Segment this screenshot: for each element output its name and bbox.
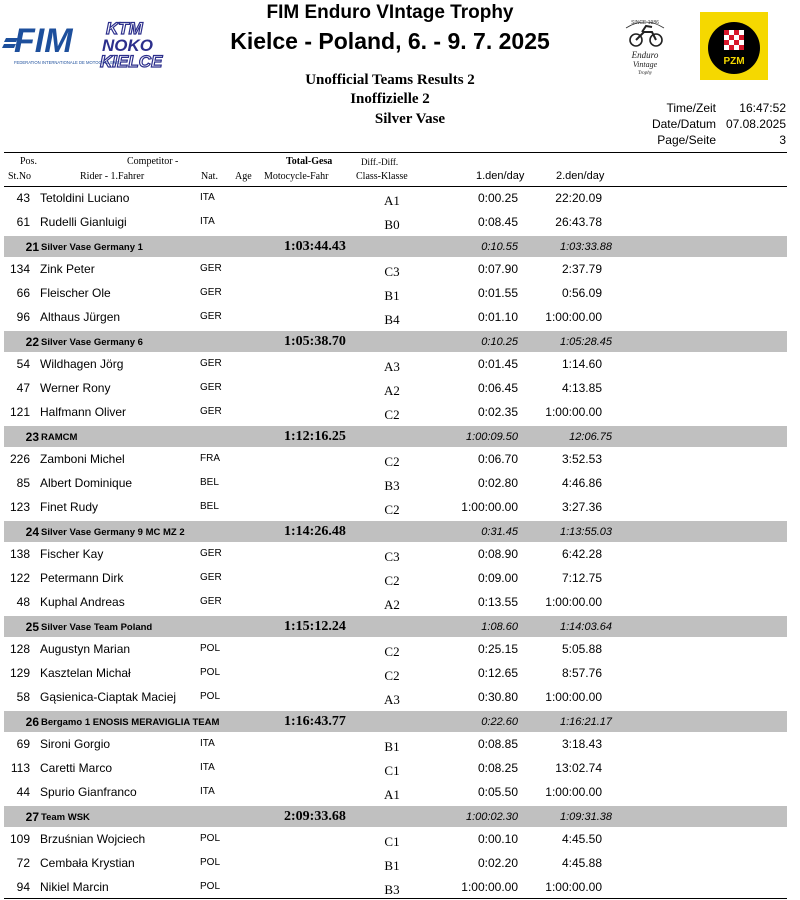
svg-text:NOKO: NOKO — [102, 36, 153, 55]
rider-day1: 0:08.85 — [477, 737, 518, 751]
page-label: Page/Seite — [657, 133, 716, 147]
col-class: Class-Klasse — [356, 171, 408, 182]
rider-row — [0, 496, 800, 520]
rider-class: B3 — [384, 478, 400, 493]
rider-row — [0, 591, 800, 615]
rider-day2: 4:45.50 — [561, 832, 602, 846]
rider-day1: 0:05.50 — [477, 785, 518, 799]
rider-name: Kasztelan Michał — [40, 666, 131, 680]
team-day1: 1:00:02.30 — [466, 811, 518, 823]
rider-name: Caretti Marco — [40, 761, 113, 775]
rider-day1: 0:06.45 — [477, 381, 518, 395]
svg-text:Enduro: Enduro — [631, 50, 659, 60]
rider-row — [0, 852, 800, 876]
rider-day2: 3:18.43 — [561, 737, 602, 751]
rider-day2: 22:20.09 — [555, 191, 602, 205]
rider-row — [0, 567, 800, 591]
col-nat: Nat. — [201, 171, 218, 182]
rider-nation: GER — [200, 382, 222, 393]
rider-start-number: 69 — [16, 737, 30, 751]
rider-class: A1 — [384, 193, 400, 208]
event-place: Kielce - Poland, 6. - 9. 7. 2025 — [230, 28, 550, 54]
rider-start-number: 66 — [16, 286, 30, 300]
col-competitor: Competitor - — [127, 156, 179, 167]
rider-day2: 1:00:00.00 — [545, 785, 602, 799]
rider-day2: 4:46.86 — [561, 476, 602, 490]
svg-text:Trophy: Trophy — [638, 71, 652, 76]
team-day2: 1:09:31.38 — [560, 811, 612, 823]
rider-nation: ITA — [200, 786, 215, 797]
rider-day1: 0:01.55 — [477, 286, 518, 300]
rider-day2: 5:05.88 — [561, 642, 602, 656]
rider-day1: 0:30.80 — [477, 690, 518, 704]
rider-start-number: 43 — [16, 191, 30, 205]
rider-nation: GER — [200, 406, 222, 417]
time-value: 16:47:52 — [739, 101, 786, 115]
rider-class: B1 — [384, 288, 400, 303]
rider-class: C3 — [384, 264, 400, 279]
rider-nation: ITA — [200, 762, 215, 773]
rider-name: Albert Dominique — [40, 476, 133, 490]
rider-start-number: 72 — [16, 856, 30, 870]
rider-start-number: 128 — [9, 642, 30, 656]
rider-row — [0, 543, 800, 567]
col-pos: Pos. — [20, 156, 37, 167]
rider-class: A3 — [384, 692, 400, 707]
rider-day2: 2:37.79 — [561, 262, 602, 276]
rider-start-number: 44 — [16, 785, 30, 799]
rider-row — [0, 638, 800, 662]
team-total: 1:03:44.43 — [284, 239, 346, 254]
rider-day1: 0:00.25 — [477, 191, 518, 205]
rider-start-number: 48 — [16, 595, 30, 609]
pzm-logo-text: PZM — [723, 56, 745, 67]
team-day2: 1:13:55.03 — [560, 526, 612, 538]
rider-day2: 13:02.74 — [555, 761, 602, 775]
rider-day1: 1:00:00.00 — [461, 500, 518, 514]
team-day2: 1:14:03.64 — [560, 621, 612, 633]
rider-day1: 0:02.80 — [477, 476, 518, 490]
rider-row — [0, 733, 800, 757]
date-value: 07.08.2025 — [725, 117, 786, 131]
team-total: 1:05:38.70 — [284, 334, 346, 349]
rider-row — [0, 187, 800, 211]
rider-class: B1 — [384, 858, 400, 873]
team-name: Silver Vase Team Poland — [41, 622, 153, 633]
rider-day2: 1:00:00.00 — [545, 405, 602, 419]
rider-start-number: 226 — [9, 452, 30, 466]
fim-logo-subtext: FEDERATION INTERNATIONALE DE MOTOCYCLISME — [14, 60, 120, 65]
rider-name: Halfmann Oliver — [40, 405, 127, 419]
rider-day1: 0:12.65 — [477, 666, 518, 680]
rider-name: Spurio Gianfranco — [40, 785, 137, 799]
rider-name: Fleischer Ole — [40, 286, 111, 300]
rider-day1: 0:01.45 — [477, 357, 518, 371]
team-position: 22 — [25, 335, 39, 349]
date-label: Date/Datum — [651, 117, 716, 131]
rider-row — [0, 781, 800, 805]
rider-nation: BEL — [200, 501, 219, 512]
rider-name: Nikiel Marcin — [40, 880, 109, 894]
team-day2: 12:06.75 — [569, 431, 612, 443]
rider-day1: 1:00:00.00 — [461, 880, 518, 894]
rider-row — [0, 211, 800, 235]
page-value: 3 — [779, 133, 786, 147]
team-name: Team WSK — [41, 812, 90, 823]
rider-nation: ITA — [200, 192, 215, 203]
team-total: 2:09:33.68 — [284, 809, 346, 824]
rider-class: A3 — [384, 359, 400, 374]
event-title: FIM Enduro VIntage Trophy — [266, 2, 514, 23]
team-day1: 0:10.55 — [481, 241, 518, 253]
team-position: 24 — [25, 525, 39, 539]
rider-name: Petermann Dirk — [40, 571, 124, 585]
rider-class: C2 — [384, 502, 400, 517]
subtitle-unofficial: Unofficial Teams Results 2 — [305, 72, 475, 88]
team-total: 1:15:12.24 — [284, 619, 346, 634]
team-row — [4, 711, 787, 732]
rider-class: C2 — [384, 573, 400, 588]
table-bottom-rule — [4, 898, 787, 899]
rider-day1: 0:07.90 — [477, 262, 518, 276]
rider-day2: 6:42.28 — [561, 547, 602, 561]
rider-start-number: 85 — [16, 476, 30, 490]
rider-day1: 0:08.90 — [477, 547, 518, 561]
rider-name: Rudelli Gianluigi — [40, 215, 127, 229]
team-day2: 1:03:33.88 — [560, 241, 612, 253]
col-day2: 2.den/day — [556, 170, 605, 182]
rider-row — [0, 282, 800, 306]
rider-day2: 4:45.88 — [561, 856, 602, 870]
rider-start-number: 54 — [16, 357, 30, 371]
rider-row — [0, 662, 800, 686]
rider-name: Kuphal Andreas — [40, 595, 125, 609]
col-age: Age — [235, 171, 252, 182]
team-position: 25 — [25, 620, 39, 634]
rider-day1: 0:02.20 — [477, 856, 518, 870]
rider-day2: 0:56.09 — [561, 286, 602, 300]
rider-name: Sironi Gorgio — [40, 737, 111, 751]
time-label: Time/Zeit — [666, 101, 716, 115]
rider-row — [0, 876, 800, 900]
rider-name: Augustyn Marian — [40, 642, 131, 656]
team-day1: 0:31.45 — [481, 526, 518, 538]
team-total: 1:16:43.77 — [284, 714, 346, 729]
rider-name: Zink Peter — [40, 262, 95, 276]
rider-class: A2 — [384, 597, 400, 612]
team-day1: 0:22.60 — [481, 716, 518, 728]
rider-nation: GER — [200, 596, 222, 607]
rider-day2: 3:52.53 — [561, 452, 602, 466]
rider-day1: 0:08.45 — [477, 215, 518, 229]
team-total: 1:14:26.48 — [284, 524, 346, 539]
col-total: Total-Gesa — [286, 156, 333, 167]
rider-name: Finet Rudy — [40, 500, 99, 514]
rider-class: B4 — [384, 312, 400, 327]
rider-day2: 26:43.78 — [555, 215, 602, 229]
rider-name: Zamboni Michel — [40, 452, 125, 466]
svg-text:Vintage: Vintage — [632, 60, 658, 69]
rider-day2: 7:12.75 — [561, 571, 602, 585]
rider-day1: 0:08.25 — [477, 761, 518, 775]
subtitle-class: Silver Vase — [374, 111, 446, 127]
rider-name: Wildhagen Jörg — [40, 357, 124, 371]
column-header — [0, 152, 800, 188]
rider-class: A1 — [384, 787, 400, 802]
rider-nation: GER — [200, 311, 222, 322]
team-name: Bergamo 1 ENOSIS MERAVIGLIA TEAM — [41, 717, 220, 728]
rider-class: C2 — [384, 644, 400, 659]
rider-start-number: 96 — [16, 310, 30, 324]
rider-nation: POL — [200, 691, 221, 702]
rider-row — [0, 472, 800, 496]
rider-class: C1 — [384, 834, 400, 849]
rider-row — [0, 757, 800, 781]
team-name: Silver Vase Germany 9 MC MZ 2 — [41, 527, 185, 538]
team-total: 1:12:16.25 — [284, 429, 346, 444]
rider-class: C2 — [384, 407, 400, 422]
rider-nation: GER — [200, 572, 222, 583]
rider-day1: 0:09.00 — [477, 571, 518, 585]
rider-nation: GER — [200, 263, 222, 274]
rider-start-number: 58 — [16, 690, 30, 704]
rider-nation: ITA — [200, 216, 215, 227]
team-day2: 1:05:28.45 — [560, 336, 612, 348]
rider-day1: 0:13.55 — [477, 595, 518, 609]
team-position: 26 — [25, 715, 39, 729]
report-meta — [0, 0, 800, 160]
rider-name: Cembała Krystian — [40, 856, 135, 870]
col-stno: St.No — [8, 171, 32, 182]
team-day1: 1:00:09.50 — [466, 431, 518, 443]
rider-nation: POL — [200, 833, 221, 844]
svg-text:KIELCE: KIELCE — [100, 52, 163, 71]
rider-class: B1 — [384, 739, 400, 754]
rider-nation: ITA — [200, 738, 215, 749]
rider-day1: 0:06.70 — [477, 452, 518, 466]
rider-start-number: 121 — [9, 405, 30, 419]
col-motocycle: Motocycle-Fahr — [264, 171, 329, 182]
rider-start-number: 138 — [9, 547, 30, 561]
rider-row — [0, 828, 800, 852]
subtitle-inoffizielle: Inoffizielle 2 — [350, 91, 430, 107]
rider-day1: 0:25.15 — [477, 642, 518, 656]
svg-text:KTM: KTM — [106, 19, 143, 38]
rider-class: B0 — [384, 217, 400, 232]
fim-logo-text: FIM — [14, 22, 73, 60]
team-row — [4, 426, 787, 447]
team-position: 23 — [25, 430, 39, 444]
rider-day2: 3:27.36 — [561, 500, 602, 514]
rider-name: Werner Rony — [40, 381, 111, 395]
rider-day2: 1:00:00.00 — [545, 880, 602, 894]
rider-class: C3 — [384, 549, 400, 564]
team-name: Silver Vase Germany 6 — [41, 337, 143, 348]
rider-day2: 1:00:00.00 — [545, 310, 602, 324]
col-diff: Diff.-Diff. — [361, 157, 399, 167]
rider-start-number: 123 — [9, 500, 30, 514]
rider-start-number: 122 — [9, 571, 30, 585]
rider-start-number: 47 — [16, 381, 30, 395]
rider-row — [0, 306, 800, 330]
rider-day2: 1:14.60 — [561, 357, 602, 371]
rider-nation: FRA — [200, 453, 220, 464]
rider-name: Tetoldini Luciano — [40, 191, 130, 205]
team-row — [4, 521, 787, 542]
enduro-logo-since: SINCE 1986 — [631, 20, 659, 26]
rider-class: C1 — [384, 763, 400, 778]
team-day2: 1:16:21.17 — [560, 716, 612, 728]
rider-start-number: 113 — [10, 761, 30, 775]
rider-class: C2 — [384, 454, 400, 469]
rider-day1: 0:01.10 — [477, 310, 518, 324]
rider-start-number: 109 — [9, 832, 30, 846]
rider-day2: 1:00:00.00 — [545, 595, 602, 609]
team-day1: 0:10.25 — [481, 336, 518, 348]
rider-start-number: 129 — [9, 666, 30, 680]
rider-day1: 0:02.35 — [477, 405, 518, 419]
team-position: 21 — [25, 240, 39, 254]
rider-day2: 1:00:00.00 — [545, 690, 602, 704]
rider-nation: POL — [200, 667, 221, 678]
rider-class: B3 — [384, 882, 400, 897]
rider-day2: 8:57.76 — [561, 666, 602, 680]
col-rider: Rider - 1.Fahrer — [80, 171, 145, 182]
rider-row — [0, 258, 800, 282]
team-row — [4, 331, 787, 352]
rider-name: Gąsienica-Ciaptak Maciej — [40, 690, 177, 704]
rider-nation: POL — [200, 643, 221, 654]
rider-row — [0, 686, 800, 710]
rider-row — [0, 401, 800, 425]
rider-name: Fischer Kay — [40, 547, 104, 561]
rider-row — [0, 448, 800, 472]
rider-row — [0, 377, 800, 401]
rider-start-number: 94 — [16, 880, 30, 894]
rider-day1: 0:00.10 — [477, 832, 518, 846]
team-row — [4, 236, 787, 257]
rider-nation: GER — [200, 548, 222, 559]
rider-nation: GER — [200, 287, 222, 298]
rider-nation: BEL — [200, 477, 219, 488]
team-position: 27 — [25, 810, 39, 824]
rider-day2: 4:13.85 — [561, 381, 602, 395]
rider-row — [0, 353, 800, 377]
team-name: RAMCM — [41, 432, 78, 443]
rider-nation: GER — [200, 358, 222, 369]
rider-class: A2 — [384, 383, 400, 398]
col-day1: 1.den/day — [476, 170, 525, 182]
rider-class: C2 — [384, 668, 400, 683]
team-day1: 1:08.60 — [481, 621, 518, 633]
rider-nation: POL — [200, 881, 221, 892]
rider-start-number: 134 — [9, 262, 30, 276]
team-row — [4, 616, 787, 637]
rider-nation: POL — [200, 857, 221, 868]
rider-name: Brzuśnian Wojciech — [40, 832, 146, 846]
team-name: Silver Vase Germany 1 — [41, 242, 143, 253]
team-row — [4, 806, 787, 827]
rider-start-number: 61 — [16, 215, 30, 229]
rider-name: Althaus Jürgen — [40, 310, 121, 324]
